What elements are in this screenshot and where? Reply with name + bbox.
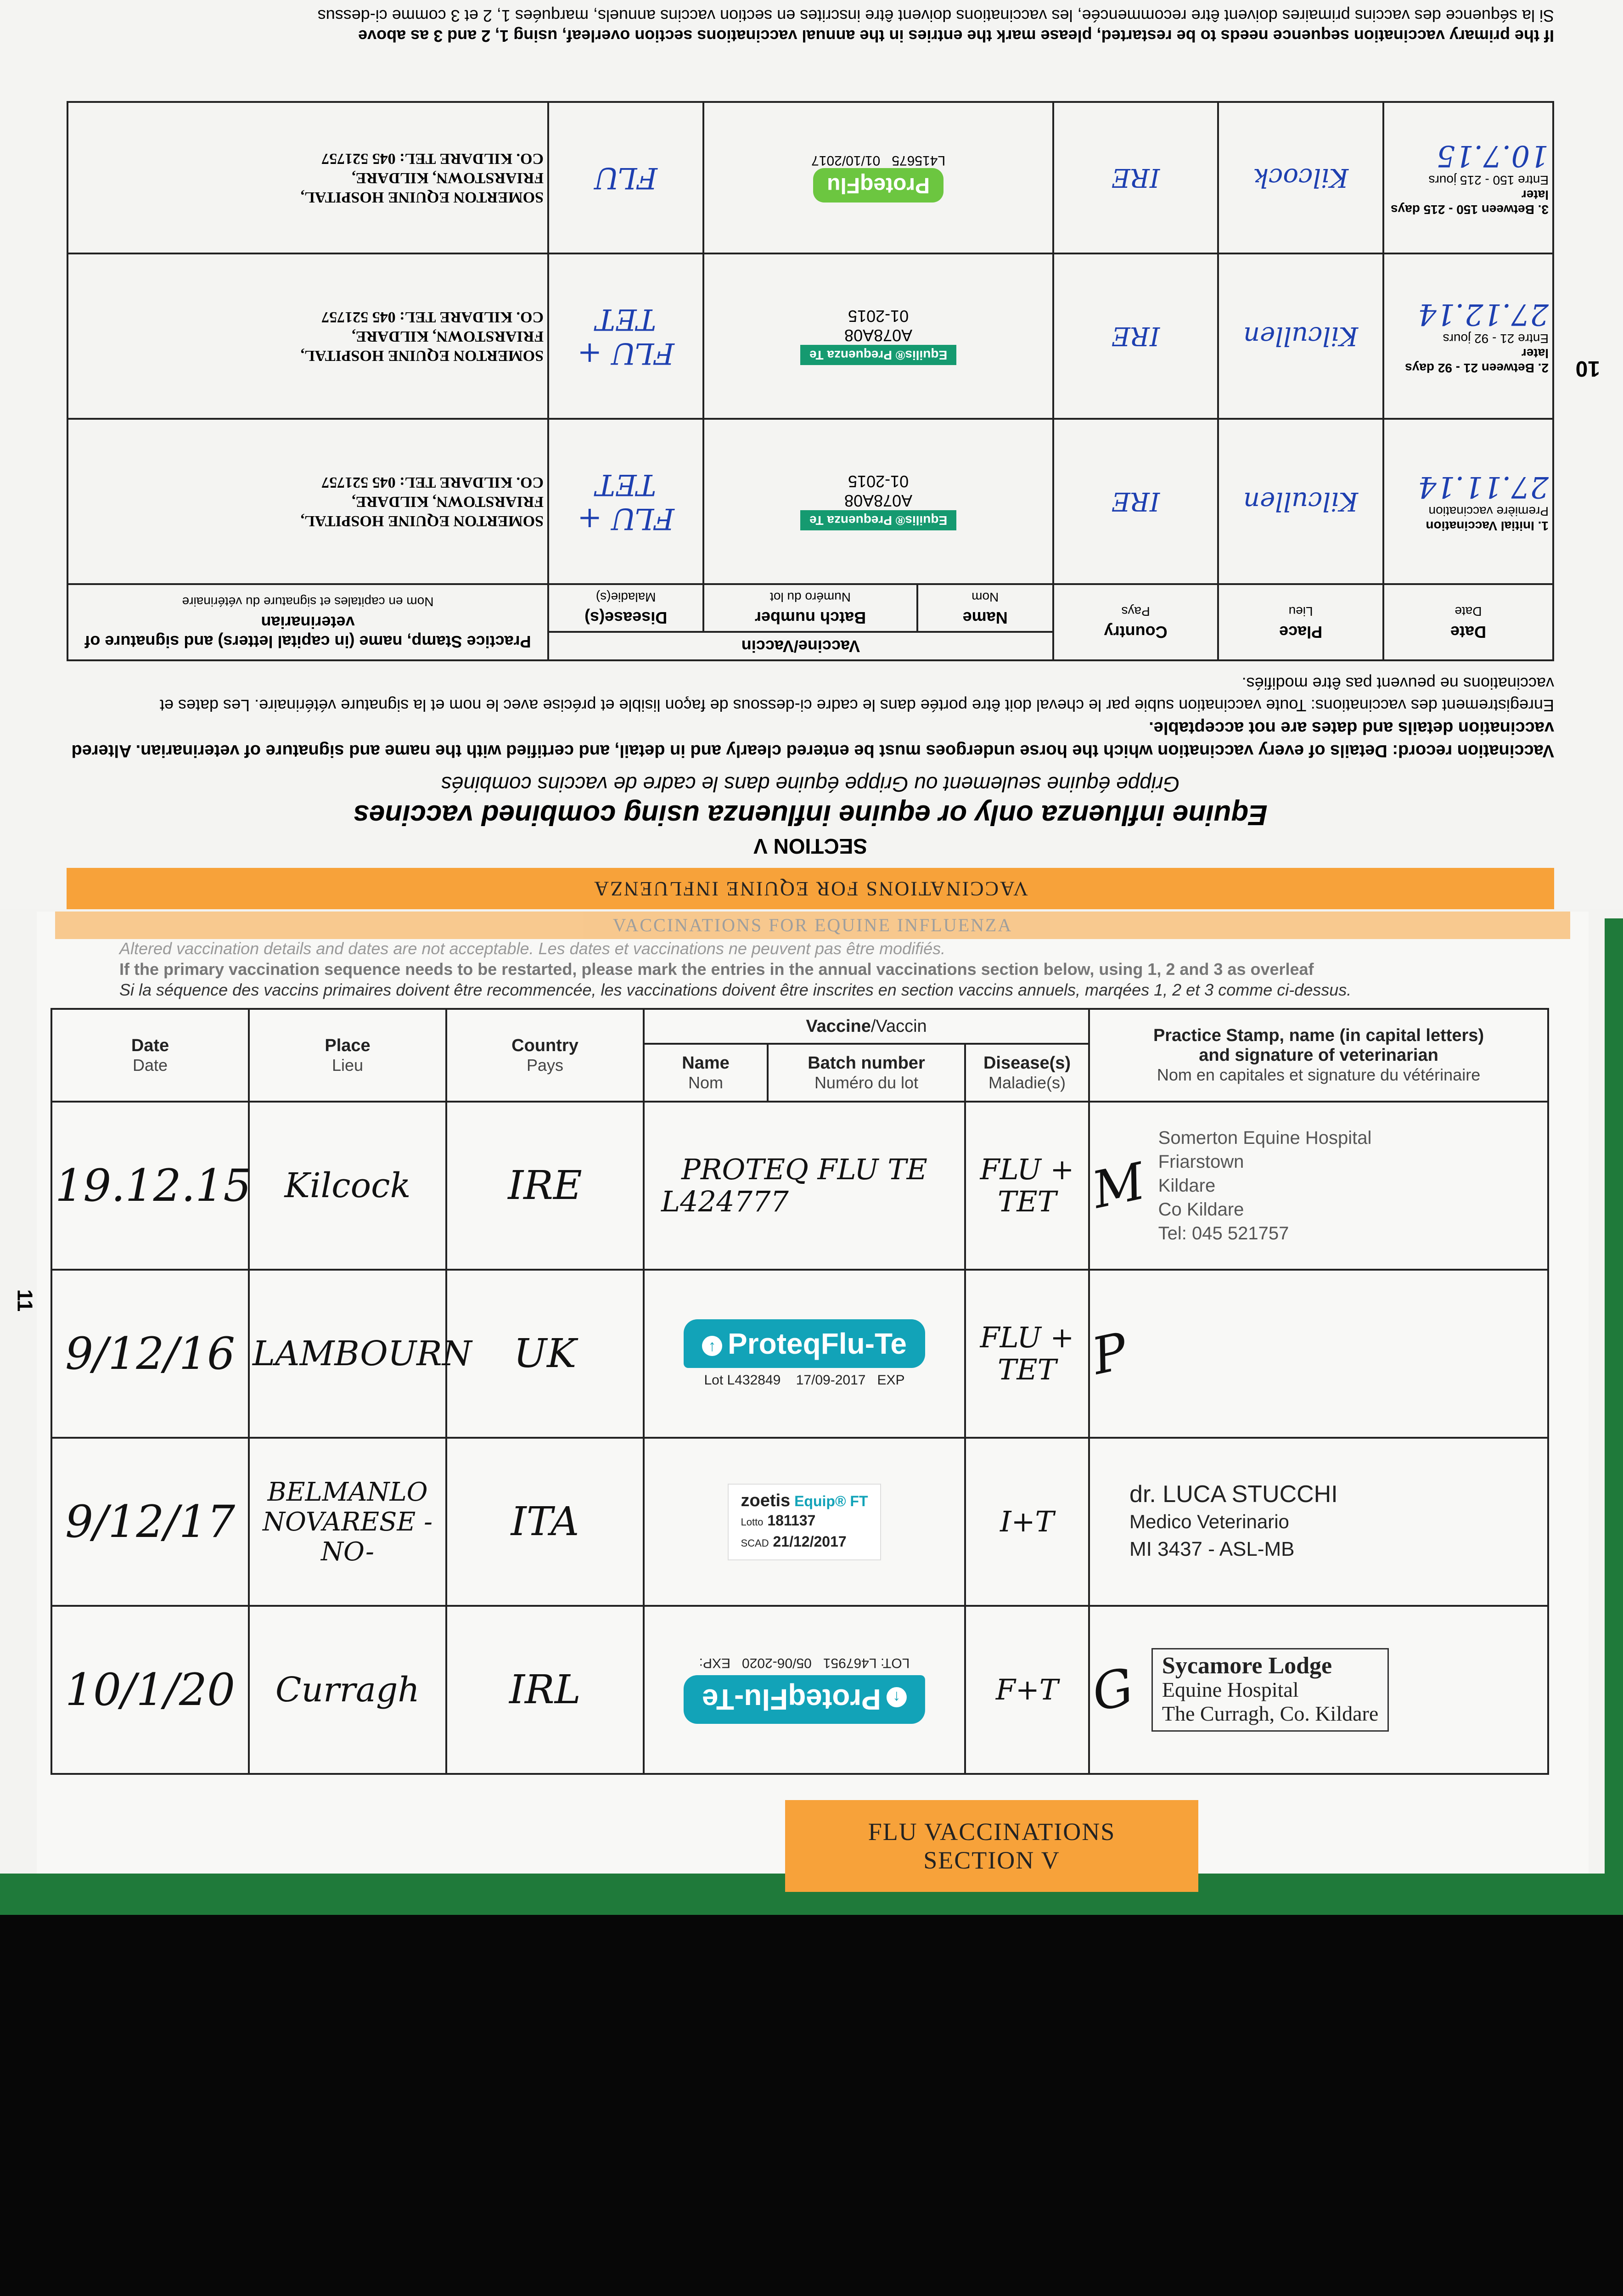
proteq-logo-icon: ↑ (887, 1687, 907, 1707)
zoetis-equip-label: zoetis Equip® FT Lotto 181137 SCAD 21/12/2017 (728, 1484, 881, 1560)
upper-title-fr: Grippe équine seulement ou Grippe équine dans le cadre de vaccins combinés (441, 772, 1180, 796)
upper-header-banner: VACCINATIONS FOR EQUINE INFLUENZA (67, 868, 1554, 909)
upper-row-disease: FLU (548, 102, 703, 253)
upper-row-stamp: SOMERTON EQUINE HOSPITAL, FRIARSTOWN, KILDARE, CO. KILDARE TEL: 045 521757 (67, 253, 548, 419)
lower-row-1 (51, 1102, 1548, 1270)
lower-vaccination-table (51, 1008, 1549, 1775)
lower-col-place: Place Lieu (249, 1009, 446, 1102)
vet-signature: G (1087, 1657, 1139, 1723)
row-date: 10/1/20 (51, 1606, 249, 1774)
upper-row-stamp: SOMERTON EQUINE HOSPITAL, FRIARSTOWN, KILDARE, CO. KILDARE TEL: 045 521757 (67, 102, 548, 253)
upper-col-place: Place Lieu (1218, 584, 1383, 660)
lower-row-3 (51, 1438, 1548, 1606)
row-vaccine-label: ↑ProteqFlu-Te LOT: L467951 05/06-2020 EXP: (644, 1606, 965, 1774)
lower-row-4 (51, 1606, 1548, 1774)
row-country: IRE (446, 1102, 644, 1270)
lower-page (13, 912, 1589, 1874)
row-place: BELMANLO NOVARESE -NO- (249, 1438, 446, 1606)
lower-note-primary-fr: Si la séquence des vaccins primaires doivent être recommencée, les vaccinations doivent être inscrites en section vaccins annuels, marqées 1, 2 et 3 comme ci-dessus. (119, 980, 1352, 999)
row-disease: I+T (965, 1438, 1089, 1606)
row-practice-stamp: dr. LUCA STUCCHI Medico Veterinario MI 3437 - ASL-MB (1089, 1438, 1548, 1606)
upper-record-text: Vaccination record: Details of every vaccination which the horse undergoes must be entered clearly and in detail, and certified with the name and signature of veterinarian. Altered vaccination details and dates are not acceptable. (71, 718, 1554, 760)
upper-row-disease: FLU + TET (548, 253, 703, 419)
lower-col-stamp: Practice Stamp, name (in capital letters) and signature of veterinarian Nom en capitales et signature du vétérinaire (1089, 1009, 1548, 1102)
lower-row-2 (51, 1270, 1548, 1438)
section-footer-label: FLU VACCINATIONS SECTION V (785, 1800, 1198, 1892)
row-country: IRL (446, 1606, 644, 1774)
lower-col-disease: Disease(s) Maladie(s) (965, 1044, 1089, 1102)
row-place: Kilcock (249, 1102, 446, 1270)
vet-signature: P (1087, 1321, 1133, 1386)
upper-row-2 (67, 253, 1553, 419)
lower-page-number: 11 (13, 1289, 37, 1312)
upper-row-vaccine-label: ProteqFlu L415675 01/10/2017 (703, 102, 1053, 253)
upper-col-name: Name Nom (917, 584, 1053, 632)
upper-row-date: 3. Between 150 - 215 days later Entre 150 - 215 jours 10.7.15 (1383, 102, 1553, 253)
upper-row-3 (67, 102, 1553, 253)
proteq-flu-te-label: ↑ProteqFlu-Te (684, 1675, 925, 1724)
upper-col-stamp: Practice Stamp, name (in capital letters) and signature of veterinarian Nom en capitales et signature du vétérinaire (67, 584, 548, 660)
upper-title: Equine influenza only or equine influenza using combined vaccines (353, 799, 1268, 831)
proteq-flu-te-label: ↑ ProteqFlu-Te (684, 1319, 925, 1368)
lower-faded-header: VACCINATIONS FOR EQUINE INFLUENZA (55, 912, 1570, 939)
lower-note-altered: Altered vaccination details and dates are not acceptable. Les dates et vaccinations ne peuvent pas être modifiés. (119, 939, 946, 958)
row-place: LAMBOURN (249, 1270, 446, 1438)
upper-vaccination-table (67, 101, 1554, 661)
upper-col-date: Date Date (1383, 584, 1553, 660)
row-practice-stamp: G Sycamore Lodge Equine Hospital The Curragh, Co. Kildare (1089, 1606, 1548, 1774)
upper-row-date: 2. Between 21 - 92 days later Entre 21 - 92 jours 27.12.14 (1383, 253, 1553, 419)
upper-row-place: Kilcullen (1218, 419, 1383, 584)
upper-section-label: SECTION V (753, 834, 867, 858)
row-country: UK (446, 1270, 644, 1438)
row-place: Curragh (249, 1606, 446, 1774)
upper-footer-note: If the primary vaccination sequence needs to be restarted, please mark the entries in the annual vaccinations section overleaf, using 1, 2 and 3 as above Si la séquence des vaccins primaires doivent être recommencée, les vaccinations doivent être inscrites en section vaccins annuels, marquées 1, 2 et 3 comme ci-dessus (317, 6, 1554, 45)
proteq-logo-icon: ↑ (702, 1336, 722, 1356)
upper-col-vaccine: Vaccine/Vaccin (548, 632, 1053, 660)
row-vaccine-label (644, 1438, 965, 1606)
row-vaccine-handwritten: PROTEQ FLU TE L424777 (644, 1102, 965, 1270)
row-date: 9/12/17 (51, 1438, 249, 1606)
upper-row-country: IRE (1053, 419, 1219, 584)
row-practice-stamp: M Somerton Equine Hospital Friarstown Kildare Co Kildare Tel: 045 521757 (1089, 1102, 1548, 1270)
upper-row-disease: FLU + TET (548, 419, 703, 584)
upper-row-country: IRE (1053, 102, 1219, 253)
upper-row-place: Kilcullen (1218, 253, 1383, 419)
row-date: 9/12/16 (51, 1270, 249, 1438)
upper-row-date: 1. Initial Vaccination Première vaccination 27.11.14 (1383, 419, 1553, 584)
scanner-background (0, 1915, 1623, 2296)
upper-col-country: Country Pays (1053, 584, 1219, 660)
lower-col-batch: Batch number Numéro du lot (768, 1044, 965, 1102)
upper-row-stamp: SOMERTON EQUINE HOSPITAL, FRIARSTOWN, KILDARE, CO. KILDARE TEL: 045 521757 (67, 419, 548, 584)
upper-col-batch: Batch number Numéro du lot (703, 584, 917, 632)
row-vaccine-label: ↑ ProteqFlu-Te Lot L432849 17/09-2017 EXP (644, 1270, 965, 1438)
row-disease: FLU + TET (965, 1102, 1089, 1270)
row-date: 19.12.15 (51, 1102, 249, 1270)
upper-record-text-fr: Enregistrement des vaccinations: Toute vaccination subie par le cheval doit être portée dans le cadre ci-dessous de façon lisible et précise avec le nom et la signature vétérinaire. Les dates et vaccinations ne peuvent pas être modifiés. (159, 674, 1554, 715)
upper-page-number: 10 (1575, 356, 1600, 381)
row-country: ITA (446, 1438, 644, 1606)
upper-col-disease: Disease(s) Maladie(s) (548, 584, 703, 632)
row-disease: FLU + TET (965, 1270, 1089, 1438)
lower-note-primary: If the primary vaccination sequence needs to be restarted, please mark the entries in the annual vaccinations section below, using 1, 2 and 3 as overleaf (119, 960, 1314, 979)
upper-row-country: IRE (1053, 253, 1219, 419)
vet-signature: M (1087, 1151, 1150, 1220)
upper-page (0, 0, 1623, 909)
lower-col-date: Date Date (51, 1009, 249, 1102)
lower-col-vaccine: Vaccine/Vaccin (644, 1009, 1089, 1044)
row-practice-stamp (1089, 1270, 1548, 1438)
upper-row-vaccine-label: Equilis® Prequenza Te A078A08 01-2015 (703, 419, 1053, 584)
upper-row-place: Kilcock (1218, 102, 1383, 253)
lower-col-country: Country Pays (446, 1009, 644, 1102)
row-disease: F+T (965, 1606, 1089, 1774)
upper-row-vaccine-label: Equilis® Prequenza Te A078A08 01-2015 (703, 253, 1053, 419)
passport-cover-side (1605, 918, 1623, 1915)
lower-col-name: Name Nom (644, 1044, 768, 1102)
upper-row-1 (67, 419, 1553, 584)
